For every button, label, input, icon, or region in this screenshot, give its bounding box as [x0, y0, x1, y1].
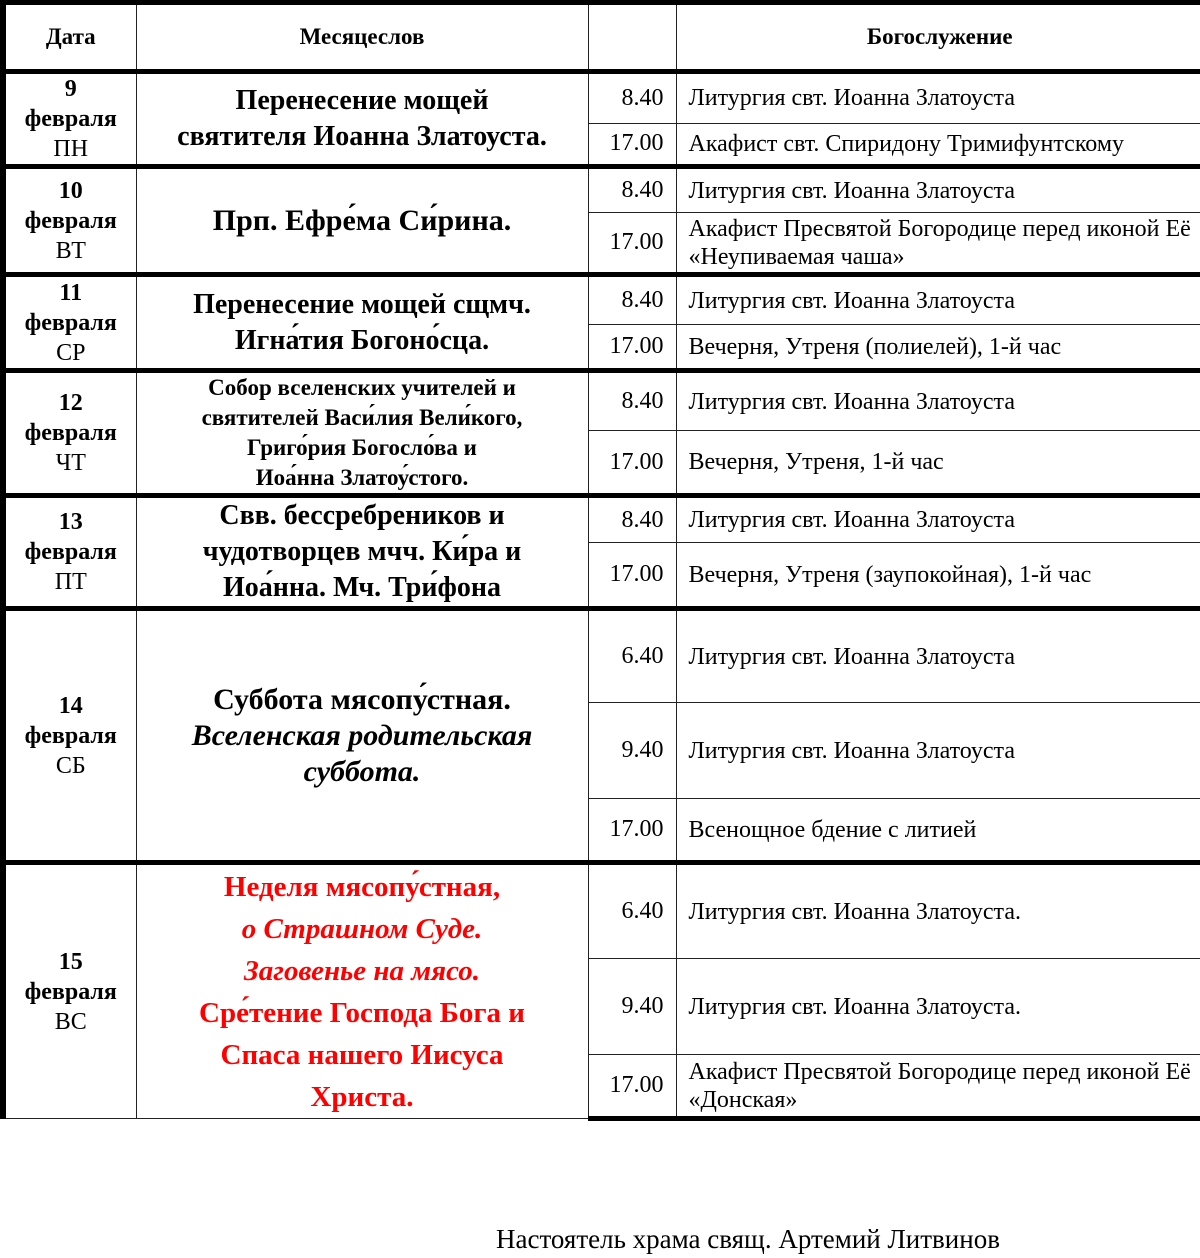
day-row-14: [3, 609, 1200, 703]
feast-line: Иоа́нна. Мч. Три́фона: [222, 572, 502, 603]
feast-cell: [136, 275, 588, 371]
day-row-15: [3, 863, 1200, 959]
feast-cell: [136, 496, 588, 609]
header-feast: Месяцеслов: [136, 3, 588, 72]
feast-line: святителя Иоанна Златоуста.: [177, 121, 547, 152]
header-date: Дата: [3, 3, 136, 72]
day-number: 11: [59, 279, 83, 306]
day-number: 9: [64, 76, 77, 102]
weekday: ВТ: [55, 237, 86, 264]
header-row: [3, 3, 1200, 72]
service-time: 17.00: [588, 123, 676, 166]
service-time: 17.00: [588, 431, 676, 496]
service-name: Литургия свт. Иоанна Златоуста: [676, 609, 1200, 703]
feast-cell: [136, 609, 588, 863]
feast-cell-highlighted: [136, 863, 588, 1119]
month: февраля: [24, 722, 117, 749]
service-name: Литургия свт. Иоанна Златоуста: [676, 496, 1200, 543]
service-name: Литургия свт. Иоанна Златоуста.: [676, 863, 1200, 959]
feast-line: Собор вселенских учителей и: [208, 375, 516, 400]
day-number: 14: [58, 692, 83, 719]
day-row-9: [3, 72, 1200, 124]
feast-cell: [136, 371, 588, 496]
service-time: 9.40: [588, 703, 676, 799]
weekday: СБ: [55, 752, 86, 779]
header-service: Богослужение: [676, 3, 1200, 72]
feast-line: чудотворцев мчч. Ки́ра и: [202, 536, 522, 567]
feast-cell: [136, 72, 588, 167]
feast-line-italic: суббота.: [303, 754, 421, 788]
date-cell: [3, 496, 136, 609]
feast-line: Иоа́нна Златоу́стого.: [255, 465, 469, 490]
service-time: 17.00: [588, 213, 676, 275]
service-time: 6.40: [588, 609, 676, 703]
date-cell: [3, 72, 136, 167]
weekday: ЧТ: [55, 450, 86, 476]
service-name: Вечерня, Утреня (полиелей), 1-й час: [676, 325, 1200, 371]
service-time: 17.00: [588, 1055, 676, 1119]
feast-line: Сре́тение Господа Бога и: [199, 996, 525, 1029]
service-time: 17.00: [588, 799, 676, 863]
day-row-11: [3, 275, 1200, 325]
day-row-12: [3, 371, 1200, 431]
date-cell: [3, 275, 136, 371]
feast-line: Перенесение мощей сщмч.: [193, 288, 531, 320]
feast-line: Григо́рия Богосло́ва и: [247, 435, 477, 460]
feast-line: Неделя мясопу́стная,: [223, 870, 501, 903]
month: февраля: [24, 106, 117, 132]
service-name: Вечерня, Утреня, 1-й час: [676, 431, 1200, 496]
service-name: Литургия свт. Иоанна Златоуста: [676, 167, 1200, 213]
feast-line: Спаса нашего Иисуса: [220, 1038, 504, 1071]
date-cell: [3, 167, 136, 275]
weekday: СР: [56, 339, 86, 366]
day-number: 10: [58, 177, 83, 204]
day-number: 12: [58, 390, 83, 416]
service-time: 9.40: [588, 959, 676, 1055]
feast-line-italic: о Страшном Суде.: [241, 912, 483, 945]
service-time: 8.40: [588, 167, 676, 213]
feast-line-italic: Заговенье на мясо.: [244, 954, 480, 987]
feast-line: Свв. бессребреников и: [219, 500, 505, 531]
date-cell: [3, 371, 136, 496]
feast-line: святителей Васи́лия Вели́кого,: [201, 405, 523, 430]
service-name: Литургия свт. Иоанна Златоуста: [676, 703, 1200, 799]
service-name: Акафист свт. Спиридону Тримифунтскому: [676, 123, 1200, 166]
month: февраля: [24, 309, 117, 336]
service-time: 17.00: [588, 543, 676, 609]
service-name: Литургия свт. Иоанна Златоуста.: [676, 959, 1200, 1055]
month: февраля: [24, 978, 117, 1005]
month: февраля: [24, 207, 117, 234]
weekday: ПН: [53, 136, 89, 162]
service-time: 6.40: [588, 863, 676, 959]
service-time: 8.40: [588, 371, 676, 431]
service-time: 8.40: [588, 496, 676, 543]
feast-line-italic: Вселенская родительская: [191, 718, 533, 752]
service-time: 8.40: [588, 275, 676, 325]
month: февраля: [24, 539, 117, 565]
service-name: Литургия свт. Иоанна Златоуста: [676, 72, 1200, 124]
feast-line: Перенесение мощей: [235, 85, 489, 116]
month: февраля: [24, 420, 117, 446]
service-time: 17.00: [588, 325, 676, 371]
day-row-10: [3, 167, 1200, 213]
date-cell: [3, 863, 136, 1119]
feast-cell: [136, 167, 588, 275]
feast-line: Суббота мясопу́стная.: [213, 682, 511, 716]
date-cell: [3, 609, 136, 863]
signature: Настоятель храма свящ. Артемий Литвинов: [496, 1224, 1000, 1254]
day-number: 15: [58, 948, 83, 975]
service-name: Литургия свт. Иоанна Златоуста: [676, 275, 1200, 325]
weekday: ПТ: [54, 569, 87, 595]
header-time: [588, 3, 676, 72]
feast-line: Прп. Ефре́ма Си́рина.: [212, 203, 512, 237]
service-time: 8.40: [588, 72, 676, 124]
day-number: 13: [58, 509, 83, 535]
day-row-13: [3, 496, 1200, 543]
service-name: Литургия свт. Иоанна Златоуста: [676, 371, 1200, 431]
service-name: Акафист Пресвятой Богородице перед иконой Её «Донская»: [676, 1055, 1200, 1119]
feast-line: Игна́тия Богоно́сца.: [234, 324, 490, 356]
service-name: Вечерня, Утреня (заупокойная), 1-й час: [676, 543, 1200, 609]
service-name: Всенощное бдение с литией: [676, 799, 1200, 863]
weekday: ВС: [54, 1008, 87, 1035]
service-name: Акафист Пресвятой Богородице перед иконой Её «Неупиваемая чаша»: [676, 213, 1200, 275]
feast-line: Христа.: [310, 1080, 414, 1113]
